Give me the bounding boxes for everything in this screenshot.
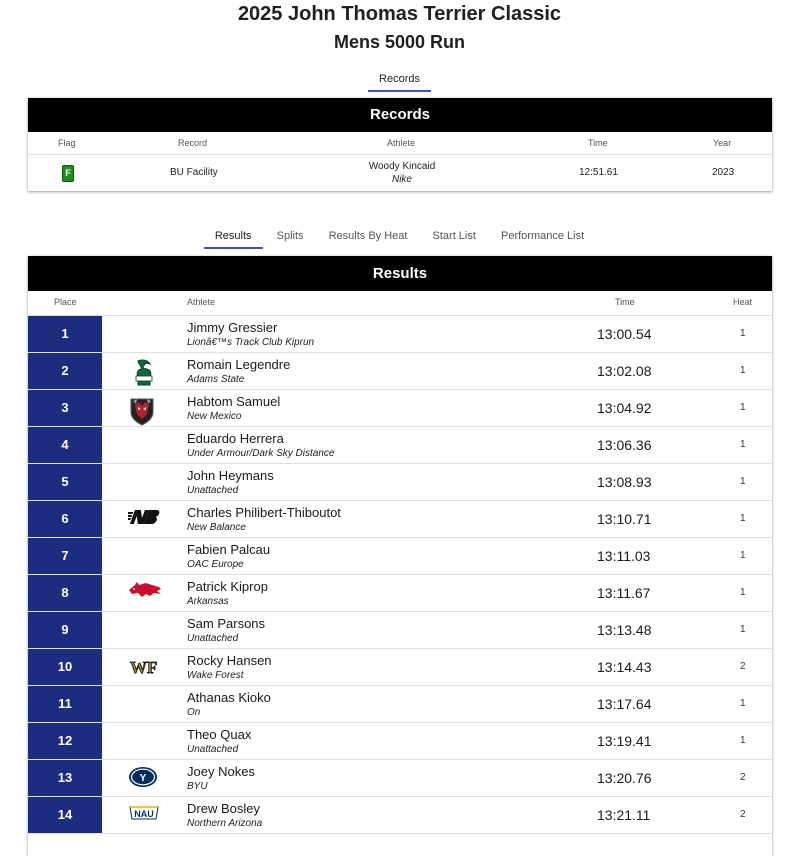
athlete-name[interactable]: Charles Philibert-Thiboutot: [187, 505, 341, 520]
athlete-team[interactable]: BYU: [187, 781, 208, 792]
place-badge: 13: [28, 760, 102, 796]
table-row: [28, 390, 772, 427]
results-tab-bar: [0, 225, 799, 249]
tab-results-by-heat[interactable]: Results By Heat: [328, 230, 408, 242]
place-badge: 7: [28, 538, 102, 574]
record-time: 12:51.61: [579, 167, 618, 178]
result-heat: 1: [740, 402, 746, 413]
result-heat: 1: [740, 735, 746, 746]
athlete-team[interactable]: New Mexico: [187, 411, 242, 422]
place-badge: 1: [28, 316, 102, 352]
place-badge: 11: [28, 686, 102, 722]
athlete-name[interactable]: Fabien Palcau: [187, 542, 271, 557]
col-time: Time: [588, 138, 608, 148]
athlete-name[interactable]: Athanas Kioko: [187, 690, 271, 705]
place-badge: 4: [28, 427, 102, 463]
place-badge: 5: [28, 464, 102, 500]
result-time: 13:10.71: [597, 511, 652, 527]
place-badge: 9: [28, 612, 102, 648]
athlete-name[interactable]: Theo Quax: [187, 727, 252, 742]
table-row: [28, 464, 772, 501]
col-time: Time: [615, 297, 635, 307]
facility-flag-badge: F: [62, 165, 74, 182]
table-row: [28, 427, 772, 464]
place-badge: 10: [28, 649, 102, 685]
result-time: 13:21.11: [597, 807, 651, 823]
byu-logo-icon: [128, 766, 160, 790]
col-athlete: Athlete: [187, 297, 216, 307]
athlete-name[interactable]: Drew Bosley: [187, 801, 260, 816]
svg-text:Y: Y: [139, 773, 147, 784]
result-heat: 1: [740, 587, 746, 598]
result-heat: 1: [740, 624, 746, 635]
athlete-name[interactable]: Habtom Samuel: [187, 394, 281, 409]
table-row: [28, 797, 772, 834]
table-row: [28, 612, 772, 649]
event-title: Mens 5000 Run: [333, 32, 466, 52]
athlete-team[interactable]: OAC Europe: [187, 559, 244, 570]
col-place: Place: [54, 297, 77, 307]
tab-start-list[interactable]: Start List: [432, 230, 476, 242]
athlete-name[interactable]: Jimmy Gressier: [187, 320, 278, 335]
result-time: 13:08.93: [597, 474, 652, 490]
result-time: 13:00.54: [597, 326, 652, 342]
result-heat: 1: [740, 513, 746, 524]
athlete-team[interactable]: Lionâ€™s Track Club Kiprun: [187, 337, 315, 348]
col-athlete: Athlete: [387, 138, 416, 148]
result-time: 13:13.48: [597, 622, 652, 638]
wake-forest-logo-icon: [128, 655, 160, 679]
athlete-team[interactable]: Unattached: [187, 744, 239, 755]
new-balance-logo-icon: [128, 507, 160, 531]
athlete-team[interactable]: Arkansas: [187, 596, 229, 607]
athlete-name[interactable]: Patrick Kiprop: [187, 579, 268, 594]
result-time: 13:17.64: [597, 696, 652, 712]
table-row: [28, 723, 772, 760]
result-heat: 1: [740, 550, 746, 561]
athlete-team[interactable]: Under Armour/Dark Sky Distance: [187, 448, 335, 459]
result-heat: 2: [740, 661, 746, 672]
table-row: [28, 353, 772, 390]
result-time: 13:11.67: [597, 585, 651, 601]
result-time: 13:02.08: [597, 363, 652, 379]
athlete-team[interactable]: Northern Arizona: [187, 818, 263, 829]
athlete-team[interactable]: Unattached: [187, 485, 239, 496]
result-time: 13:19.41: [597, 733, 652, 749]
place-badge: 6: [28, 501, 102, 537]
place-badge: 8: [28, 575, 102, 611]
adams-state-logo-icon: [128, 359, 160, 383]
col-year: Year: [713, 138, 732, 148]
record-name: BU Facility: [170, 167, 218, 178]
athlete-team[interactable]: Unattached: [187, 633, 239, 644]
tab-splits[interactable]: Splits: [276, 230, 304, 242]
result-heat: 1: [740, 476, 746, 487]
result-time: 13:11.03: [597, 548, 651, 564]
result-heat: 2: [740, 772, 746, 783]
athlete-team[interactable]: On: [187, 707, 201, 718]
record-year: 2023: [712, 167, 735, 178]
athlete-team[interactable]: New Balance: [187, 522, 246, 533]
record-team: Nike: [391, 174, 412, 185]
records-heading: Records: [28, 98, 772, 132]
results-list: [28, 316, 772, 834]
athlete-name[interactable]: Sam Parsons: [187, 616, 266, 631]
col-flag: Flag: [58, 138, 76, 148]
new-mexico-logo-icon: [128, 396, 160, 420]
tab-performance-list[interactable]: Performance List: [500, 230, 585, 242]
table-row: [28, 649, 772, 686]
result-time: 13:04.92: [597, 400, 652, 416]
arkansas-logo-icon: [128, 581, 160, 605]
results-column-headers: [28, 291, 772, 316]
table-row: [28, 686, 772, 723]
athlete-team[interactable]: Wake Forest: [187, 670, 244, 681]
svg-text:WF: WF: [130, 658, 158, 677]
results-heading: Results: [28, 256, 772, 291]
athlete-team[interactable]: Adams State: [187, 374, 245, 385]
records-column-headers: [28, 132, 772, 155]
athlete-name[interactable]: Rocky Hansen: [187, 653, 272, 668]
results-card: [28, 256, 772, 856]
result-heat: 2: [740, 809, 746, 820]
tab-records[interactable]: Records: [368, 68, 431, 92]
result-time: 13:06.36: [597, 437, 652, 453]
result-heat: 1: [740, 439, 746, 450]
col-record: Record: [178, 138, 208, 148]
table-row: [28, 538, 772, 575]
place-badge: 2: [28, 353, 102, 389]
table-row: [28, 760, 772, 797]
meet-title: 2025 John Thomas Terrier Classic: [237, 3, 562, 25]
table-row: [28, 316, 772, 353]
table-row: [28, 501, 772, 538]
record-row: [28, 155, 772, 191]
athlete-name[interactable]: Joey Nokes: [187, 764, 255, 779]
place-badge: 12: [28, 723, 102, 759]
tab-results[interactable]: Results: [204, 225, 263, 249]
result-time: 13:20.76: [597, 770, 652, 786]
result-heat: 1: [740, 698, 746, 709]
result-heat: 1: [740, 365, 746, 376]
result-time: 13:14.43: [597, 659, 652, 675]
svg-text:NAU: NAU: [134, 809, 154, 819]
athlete-name[interactable]: Romain Legendre: [187, 357, 291, 372]
place-badge: 3: [28, 390, 102, 426]
athlete-name[interactable]: John Heymans: [187, 468, 274, 483]
table-row: [28, 575, 772, 612]
record-athlete[interactable]: Woody Kincaid: [368, 161, 436, 172]
col-heat: Heat: [733, 297, 753, 307]
place-badge: 14: [28, 797, 102, 833]
nau-logo-icon: [128, 803, 160, 827]
result-heat: 1: [740, 328, 746, 339]
athlete-name[interactable]: Eduardo Herrera: [187, 431, 284, 446]
records-card: [28, 98, 772, 191]
records-tab-bar: [0, 68, 799, 92]
